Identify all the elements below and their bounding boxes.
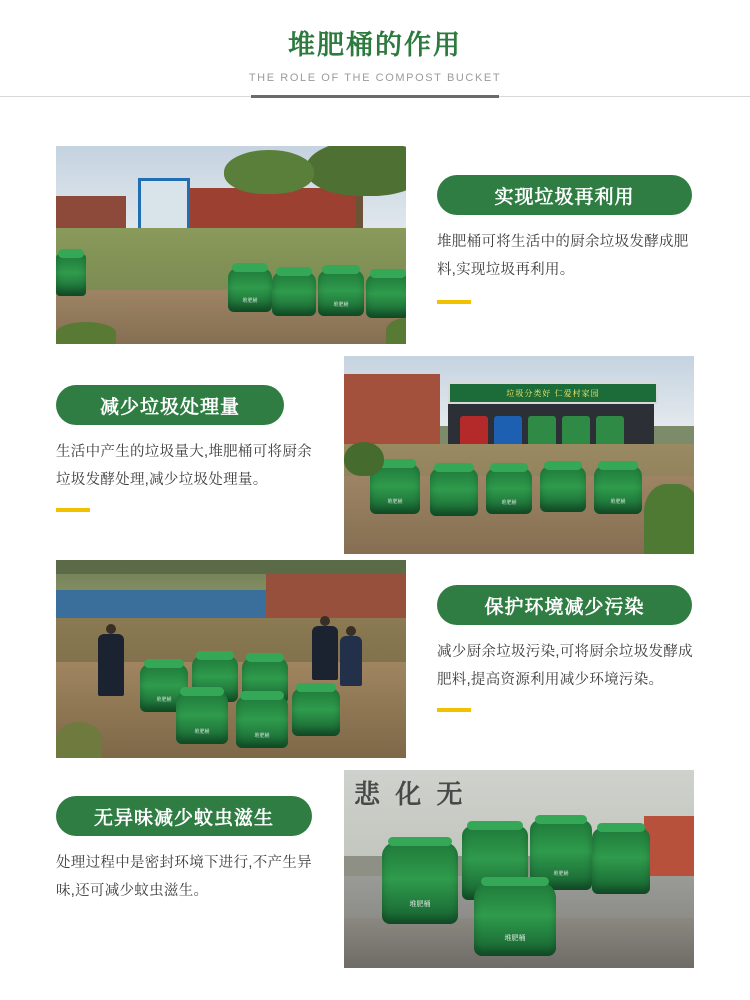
photo-person bbox=[312, 626, 338, 680]
label-reuse: 实现垃圾再利用 bbox=[437, 175, 692, 215]
text-reuse: 堆肥桶可将生活中的厨余垃圾发酵成肥料,实现垃圾再利用。 bbox=[437, 234, 689, 278]
bin-label: 堆肥桶 bbox=[156, 697, 172, 704]
photo-person bbox=[340, 636, 362, 686]
photo-person bbox=[98, 634, 124, 696]
bin-label: 堆肥桶 bbox=[254, 732, 270, 739]
bin-label: 堆肥桶 bbox=[333, 301, 349, 308]
bin-label: 堆肥桶 bbox=[501, 499, 517, 506]
photo-banner: 垃圾分类好 仁爱村家园 bbox=[448, 382, 658, 404]
page-header bbox=[0, 0, 750, 98]
text-environment: 减少厨余垃圾污染,可将厨余垃圾发酵成肥料,提高资源利用减少环境污染。 bbox=[437, 644, 693, 688]
bin-label: 堆肥桶 bbox=[409, 901, 431, 909]
label-environment: 保护环境减少污染 bbox=[437, 585, 692, 625]
header-divider bbox=[0, 95, 750, 98]
header-divider-bold bbox=[251, 95, 499, 98]
bin-label: 堆肥桶 bbox=[610, 499, 626, 506]
bin-label: 堆肥桶 bbox=[387, 499, 403, 505]
bin-label: 堆肥桶 bbox=[242, 298, 258, 305]
photo-reduce bbox=[344, 356, 694, 554]
page-subtitle: THE ROLE OF THE COMPOST BUCKET bbox=[248, 72, 502, 84]
accent-dash-reduce bbox=[56, 508, 90, 512]
page-title: 堆肥桶的作用 bbox=[288, 30, 462, 60]
accent-dash-reuse bbox=[437, 300, 471, 304]
bin-label: 堆肥桶 bbox=[553, 871, 569, 878]
accent-dash-environment bbox=[437, 708, 471, 712]
label-reduce: 减少垃圾处理量 bbox=[56, 385, 284, 425]
photo-odor bbox=[344, 770, 694, 968]
label-odor: 无异味减少蚊虫滋生 bbox=[56, 796, 312, 836]
photo-graffiti: 悲 化 无 bbox=[354, 779, 467, 809]
bin-label: 堆肥桶 bbox=[504, 934, 526, 942]
photo-environment bbox=[56, 560, 406, 758]
photo-reuse bbox=[56, 146, 406, 344]
text-odor: 处理过程中是密封环境下进行,不产生异味,还可减少蚊虫滋生。 bbox=[56, 855, 312, 899]
text-reduce: 生活中产生的垃圾量大,堆肥桶可将厨余垃圾发酵处理,减少垃圾处理量。 bbox=[56, 444, 312, 488]
bin-label: 堆肥桶 bbox=[194, 728, 210, 735]
